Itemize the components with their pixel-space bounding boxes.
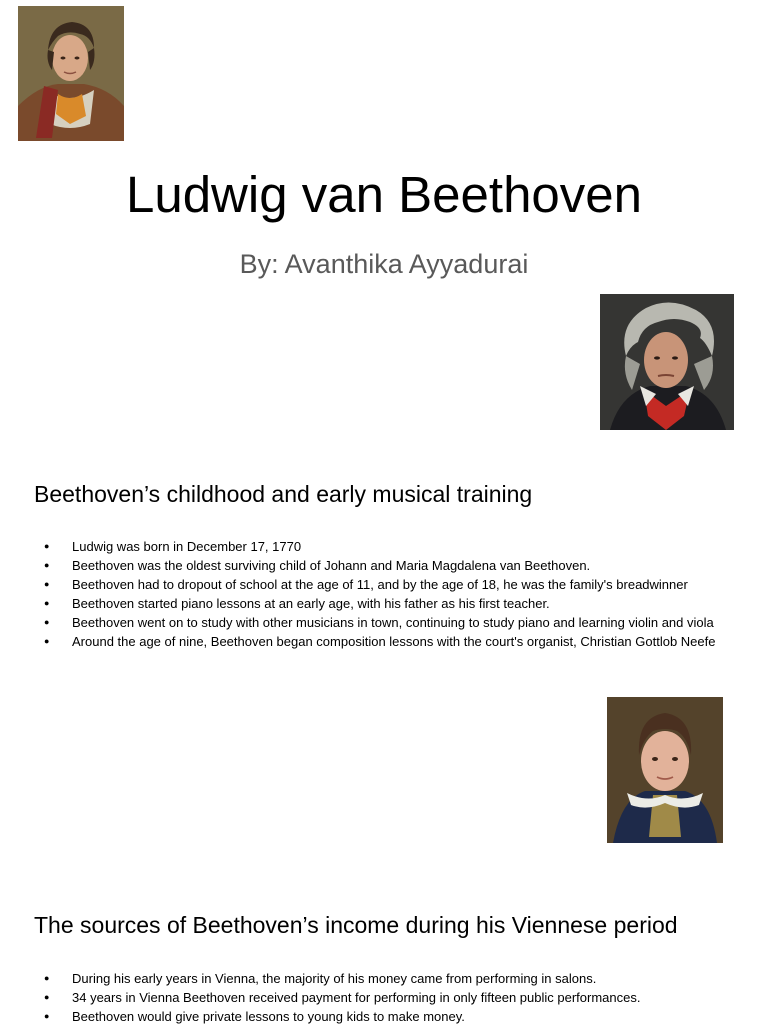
list-item: ● Beethoven would give private lessons to young kids to make money.: [0, 1007, 740, 1026]
document-subtitle: By: Avanthika Ayyadurai: [239, 249, 529, 279]
beethoven-portrait-older-image: [600, 294, 734, 430]
list-item: ● Around the age of nine, Beethoven began composition lessons with the court's organist, Christian Gottlob Neefe: [0, 632, 740, 651]
list-item: ● Beethoven was the oldest surviving child of Johann and Maria Magdalena van Beethoven.: [0, 556, 740, 575]
bullet-list-childhood: [0, 537, 740, 651]
list-item: ● Ludwig was born in December 17, 1770: [0, 537, 740, 556]
list-item: ● During his early years in Vienna, the majority of his money came from performing in salons.: [0, 969, 740, 988]
section-heading-income: The sources of Beethoven’s income during his Viennese period: [34, 912, 678, 938]
list-item: ● Beethoven started piano lessons at an early age, with his father as his first teacher.: [0, 594, 740, 613]
list-item: ● Beethoven had to dropout of school at the age of 11, and by the age of 18, he was the family's breadwinner: [0, 575, 740, 594]
list-item: ● 34 years in Vienna Beethoven received payment for performing in only fifteen public performances.: [0, 988, 740, 1007]
list-item: ● Beethoven went on to study with other musicians in town, continuing to study piano and learning violin and viola: [0, 613, 740, 632]
bullet-list-income: [0, 969, 740, 1026]
beethoven-portrait-child-image: [607, 697, 723, 843]
beethoven-portrait-young-adult-image: [18, 6, 124, 141]
document-title: Ludwig van Beethoven: [125, 166, 643, 223]
section-heading-childhood: Beethoven’s childhood and early musical training: [34, 481, 533, 507]
